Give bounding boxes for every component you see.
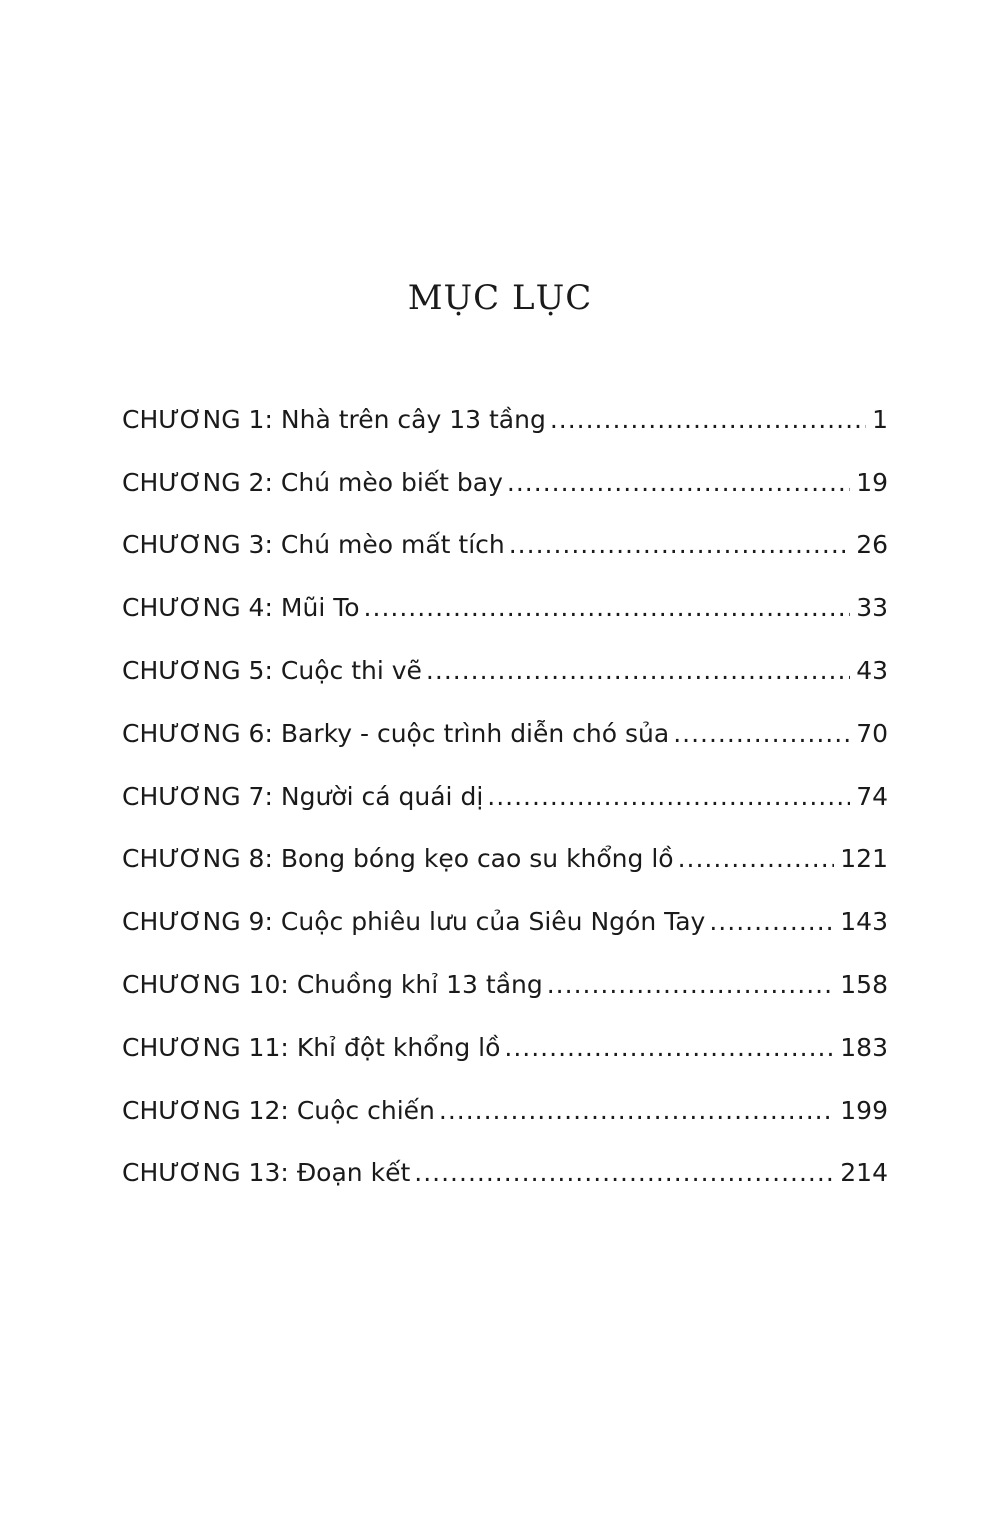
toc-page-number: 33 [856,593,888,623]
table-of-contents [122,388,888,1204]
toc-entry[interactable]: CHƯƠNG 2 : Chú mèo biết bay ..... 19 [122,451,888,514]
toc-dot-leader [550,405,866,434]
toc-page-number: 74 [856,781,888,811]
toc-entry[interactable]: CHƯƠNG 3 : Chú mèo mất tích ..... 26 [122,514,888,577]
toc-chapter-number: CHƯƠNG 8 [122,844,265,874]
toc-chapter-title: Bong bóng kẹo cao su khổng lồ [280,844,674,874]
toc-chapter-title: Nhà trên cây 13 tầng [280,404,546,434]
toc-dot-leader [439,1096,834,1125]
toc-entry[interactable]: CHƯƠNG 5 : Cuộc thi vẽ ..... 43 [122,639,888,702]
toc-page-number: 214 [840,1158,888,1188]
toc-page-number: 121 [840,844,888,874]
toc-page-number: 19 [856,467,888,497]
toc-chapter-title: Mũi To [280,593,360,623]
toc-dot-leader [426,656,850,685]
toc-chapter-title: Cuộc chiến [296,1095,435,1125]
toc-chapter-number: CHƯƠNG 6 [122,718,265,748]
toc-chapter-title: Barky - cuộc trình diễn chó sủa [280,718,670,748]
toc-entry[interactable]: CHƯƠNG 1 : Nhà trên cây 13 tầng ..... 1 [122,388,888,451]
toc-dot-leader [507,468,850,497]
toc-dot-leader [673,719,850,748]
toc-chapter-number: CHƯƠNG 9 [122,907,265,937]
toc-chapter-number: CHƯƠNG 5 [122,656,265,686]
toc-entry[interactable]: CHƯƠNG 12 : Cuộc chiến ..... 199 [122,1079,888,1142]
toc-page-number: 1 [872,404,888,434]
toc-dot-leader [414,1158,834,1187]
toc-entry[interactable]: CHƯƠNG 8 : Bong bóng kẹo cao su khổng lồ ..... 121 [122,828,888,891]
toc-page-number: 70 [856,718,888,748]
toc-chapter-number: CHƯƠNG 11 [122,1032,281,1062]
toc-entry[interactable]: CHƯƠNG 9 : Cuộc phiêu lưu của Siêu Ngón Tay ..... 143 [122,890,888,953]
toc-chapter-number: CHƯƠNG 10 [122,970,281,1000]
toc-chapter-number: CHƯƠNG 7 [122,781,265,811]
toc-chapter-title: Đoạn kết [296,1158,411,1188]
toc-chapter-number: CHƯƠNG 2 [122,467,265,497]
toc-dot-leader [487,782,850,811]
toc-chapter-title: Khỉ đột khổng lồ [296,1032,501,1062]
toc-chapter-number: CHƯƠNG 1 [122,404,265,434]
toc-chapter-number: CHƯƠNG 13 [122,1158,281,1188]
toc-entry[interactable]: CHƯƠNG 4 : Mũi To ..... 33 [122,576,888,639]
toc-page-number: 43 [856,656,888,686]
toc-dot-leader [364,593,851,622]
toc-chapter-title: Chú mèo mất tích [280,530,505,560]
toc-entry[interactable]: CHƯƠNG 7 : Người cá quái dị ..... 74 [122,765,888,828]
toc-chapter-title: Người cá quái dị [280,781,484,811]
toc-dot-leader [504,1033,834,1062]
toc-page-number: 183 [840,1032,888,1062]
toc-chapter-title: Chuồng khỉ 13 tầng [296,970,543,1000]
toc-entry[interactable]: CHƯƠNG 6 : Barky - cuộc trình diễn chó sủa ..... 70 [122,702,888,765]
toc-dot-leader [547,970,835,999]
toc-chapter-title: Cuộc thi vẽ [280,656,422,686]
toc-page-number: 199 [840,1095,888,1125]
toc-dot-leader [678,844,835,873]
toc-page-number: 26 [856,530,888,560]
toc-dot-leader [709,907,834,936]
toc-entry[interactable]: CHƯƠNG 10 : Chuồng khỉ 13 tầng ..... 158 [122,953,888,1016]
toc-entry[interactable]: CHƯƠNG 13 : Đoạn kết ..... 214 [122,1142,888,1205]
toc-chapter-number: CHƯƠNG 3 [122,530,265,560]
toc-page-number: 143 [840,907,888,937]
toc-page-number: 158 [840,970,888,1000]
page-title: MỤC LỤC [407,278,593,318]
toc-chapter-title: Cuộc phiêu lưu của Siêu Ngón Tay [280,907,706,937]
toc-chapter-title: Chú mèo biết bay [280,467,503,497]
toc-chapter-number: CHƯƠNG 4 [122,593,265,623]
toc-chapter-number: CHƯƠNG 12 [122,1095,281,1125]
toc-entry[interactable]: CHƯƠNG 11 : Khỉ đột khổng lồ ..... 183 [122,1016,888,1079]
toc-dot-leader [509,530,850,559]
